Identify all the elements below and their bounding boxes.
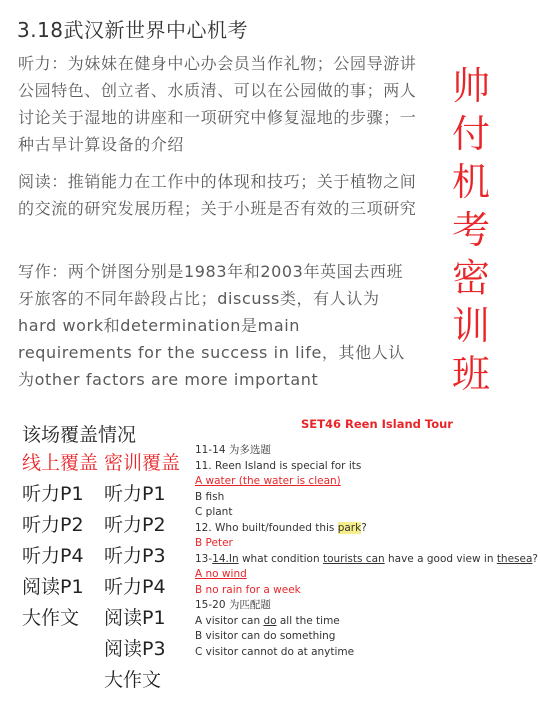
question-text	[195, 552, 538, 568]
vertical-title-char: 考	[451, 208, 490, 252]
coverage-item: 阅读P3	[104, 638, 166, 660]
answer-option: B no rain for a week	[195, 583, 301, 596]
coverage-heading: 该场覆盖情况	[22, 424, 137, 446]
answer-option: B fish	[195, 490, 225, 503]
question-text-part: 13-	[195, 552, 213, 565]
coverage-item: 阅读P1	[104, 607, 166, 629]
question-text-part: ?	[532, 552, 538, 565]
vertical-title-char: 付	[451, 112, 490, 156]
vertical-title-char: 密	[451, 256, 490, 300]
vertical-title-char: 训	[451, 304, 490, 348]
vertical-brand-title	[436, 62, 506, 398]
vertical-title-char: 帅	[451, 64, 490, 108]
coverage-item: 听力P4	[22, 545, 84, 567]
answer-option: C plant	[195, 506, 233, 518]
training-coverage-column	[104, 448, 180, 696]
question-text-part: 14.In	[212, 552, 239, 565]
question-text: 11. Reen Island is special for its	[195, 459, 362, 472]
question-list	[195, 443, 538, 660]
coverage-item: 听力P4	[104, 576, 166, 598]
coverage-item: 听力P2	[104, 514, 166, 536]
question-text-part: ?	[361, 521, 367, 534]
page-title: 3.18武汉新世界中心机考	[17, 18, 249, 42]
coverage-item: 线上覆盖	[22, 452, 99, 474]
set-title: SET46 Reen Island Tour	[301, 417, 453, 431]
option-text-part: do	[263, 614, 277, 627]
question-text	[195, 521, 535, 537]
answer-option: C visitor cannot do at anytime	[195, 645, 355, 658]
reading-paragraph: 阅读：推销能力在工作中的体现和技巧；关于植物之间的交流的研究发展历程；关于小班是否有效的三项研究	[18, 172, 417, 218]
question-group-header: 15-20 为匹配题	[195, 599, 271, 611]
online-coverage-column	[22, 448, 98, 634]
coverage-item: 听力P2	[22, 514, 84, 536]
vertical-title-char: 班	[451, 352, 490, 396]
coverage-item: 听力P1	[104, 483, 166, 505]
option-text-part: all the time	[276, 614, 340, 627]
listening-paragraph: 听力：为妹妹在健身中心办会员当作礼物；公园导游讲公园特色、创立者、水质清、可以在公园做的事；两人讨论关于湿地的讲座和一项研究中修复湿地的步骤；一种古旱计算设备的介绍	[18, 54, 417, 154]
highlighted-word: park	[337, 521, 362, 534]
answer-option	[195, 614, 535, 630]
vertical-title-char: 机	[451, 160, 490, 204]
answer-option: B Peter	[195, 537, 233, 549]
answer-option: A no wind	[195, 568, 247, 580]
coverage-item: 听力P1	[22, 483, 84, 505]
question-text-part: have a good view in	[384, 552, 497, 565]
question-text-part: 12. Who built/founded this	[195, 521, 338, 534]
coverage-item: 大作文	[22, 607, 80, 629]
coverage-item: 听力P3	[104, 545, 166, 567]
question-group-header: 11-14 为多选题	[195, 444, 271, 456]
answer-option: B visitor can do something	[195, 630, 336, 642]
coverage-item: 密训覆盖	[104, 452, 181, 474]
option-text-part: A visitor can	[195, 614, 264, 627]
coverage-item: 阅读P1	[22, 576, 84, 598]
coverage-item: 大作文	[104, 669, 162, 691]
question-text-part: tourists can	[322, 552, 385, 565]
writing-paragraph: 写作：两个饼图分别是1983年和2003年英国去西班牙旅客的不同年龄段占比；discuss类，有人认为hard work和determination是main requirements for the success in life，其他人认为other factors are more important	[18, 262, 405, 389]
question-text-part: what condition	[238, 552, 323, 565]
question-text-part: thesea	[496, 552, 533, 565]
answer-option: A water (the water is clean)	[195, 475, 341, 487]
